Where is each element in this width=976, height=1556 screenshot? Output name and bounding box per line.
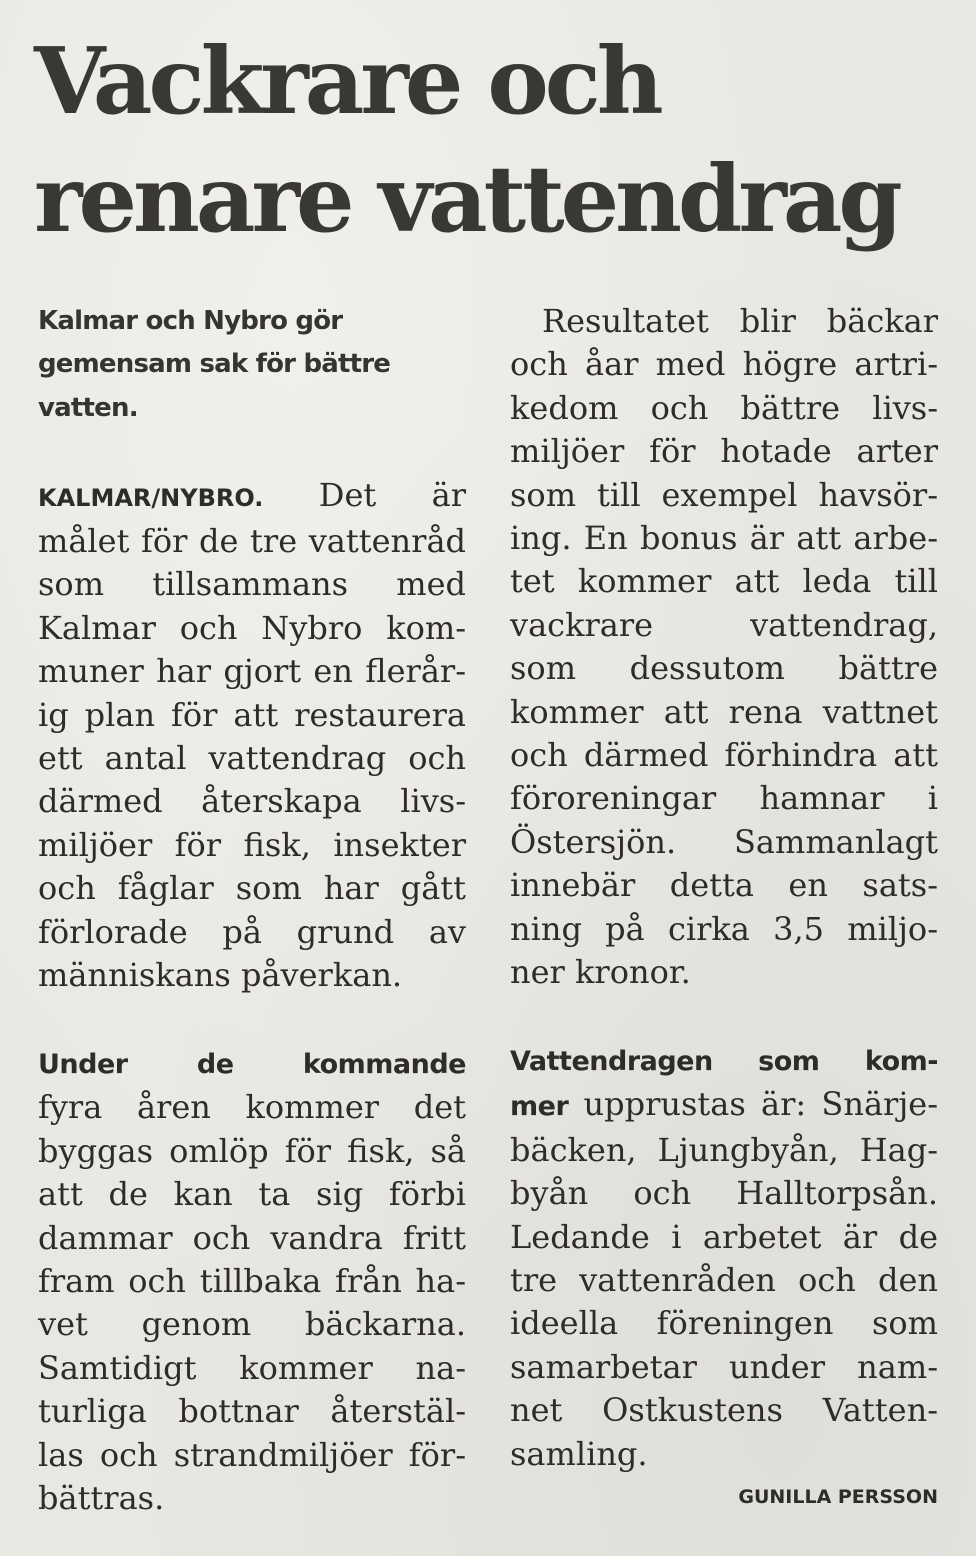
paragraph-line: miljöer för hotade arter xyxy=(510,432,938,471)
paragraph-line: ett antal vattendrag och xyxy=(38,739,466,778)
paragraph-4-first-line: upprustas är: Snärje- xyxy=(568,1085,938,1124)
ingress-line: Kalmar och Nybro gör xyxy=(38,306,343,336)
paragraph-line: net Ostkustens Vatten- xyxy=(510,1391,938,1430)
paragraph-4 xyxy=(510,1038,938,1476)
paragraph-line: och därmed förhindra att xyxy=(510,736,938,775)
paragraph-line: människans påverkan. xyxy=(38,956,403,995)
ingress xyxy=(38,300,466,430)
paragraph-line: dammar och vandra fritt xyxy=(38,1218,466,1257)
paragraph-line: målet för de tre vattenråd xyxy=(38,522,466,561)
paragraph-line xyxy=(38,474,466,520)
paragraph-line: byån och Halltorpsån. xyxy=(510,1174,938,1213)
paragraph-line: samling. xyxy=(510,1434,648,1473)
paragraph-line: ner kronor. xyxy=(510,953,691,992)
paragraph-line: som tillsammans med xyxy=(38,565,466,604)
paragraph-line: Östersjön. Sammanlagt xyxy=(510,822,938,861)
paragraph-line: innebär detta en sats- xyxy=(510,866,938,905)
paragraph-line: och åar med högre artri- xyxy=(510,345,938,384)
dateline: KALMAR/NYBRO. xyxy=(38,483,264,512)
headline-line-2: renare vattendrag xyxy=(34,145,899,253)
paragraph-line: förlorade på grund av xyxy=(38,912,466,951)
paragraph-line xyxy=(510,1083,938,1128)
paragraph-line: ideella föreningen som xyxy=(510,1304,938,1343)
paragraph-line: att de kan ta sig förbi xyxy=(38,1175,466,1214)
paragraph-line: ig plan för att restaurera xyxy=(38,695,466,734)
paragraph-line: Ledande i arbetet är de xyxy=(510,1217,938,1256)
paragraph-line: som dessutom bättre xyxy=(510,649,938,688)
byline: GUNILLA PERSSON xyxy=(738,1486,938,1508)
paragraph-4-lead-rest: mer xyxy=(510,1091,569,1123)
paragraph-4-lead: Vattendragen som kom- xyxy=(510,1045,938,1077)
paragraph-line: las och strandmiljöer för- xyxy=(38,1435,466,1474)
paragraph-3 xyxy=(510,300,938,343)
left-column xyxy=(38,300,466,1520)
paragraph-line: som till exempel havsör- xyxy=(510,475,938,514)
paragraph-2 xyxy=(38,1041,466,1520)
paragraph-line: muner har gjort en flerår- xyxy=(38,652,466,691)
paragraph-2-lead: Under de kommande xyxy=(38,1048,466,1080)
paragraph-line: och fåglar som har gått xyxy=(38,869,466,908)
paragraph-line: tre vattenråden och den xyxy=(510,1260,938,1299)
paragraph-line: därmed återskapa livs- xyxy=(38,782,466,821)
ingress-line: vatten. xyxy=(38,392,138,423)
paragraph-line: fyra åren kommer det xyxy=(38,1088,466,1127)
paragraph-1 xyxy=(38,474,466,998)
paragraph-line: Samtidigt kommer na- xyxy=(38,1348,466,1387)
paragraph-line: kommer att rena vattnet xyxy=(510,692,938,731)
paragraph-lead-line xyxy=(510,1038,938,1083)
paragraph-line: byggas omlöp för fisk, så xyxy=(38,1131,466,1170)
paragraph-line: föroreningar hamnar i xyxy=(510,779,938,818)
paragraph-line: fram och tillbaka från ha- xyxy=(38,1261,466,1300)
paragraph-line: vackrare vattendrag, xyxy=(510,605,938,644)
paragraph-line: Resultatet blir bäckar xyxy=(542,302,938,340)
headline-line-1: Vackrare och xyxy=(34,27,660,135)
right-column xyxy=(510,300,938,1476)
headline xyxy=(34,22,954,258)
paragraph-line: vet genom bäckarna. xyxy=(38,1305,466,1344)
paragraph-line: ing. En bonus är att arbe- xyxy=(510,519,938,558)
paragraph-line: miljöer för fisk, insekter xyxy=(38,825,466,864)
paragraph-line: ning på cirka 3,5 miljo- xyxy=(510,909,938,948)
paragraph-line: turliga bottnar återstäl- xyxy=(38,1392,466,1431)
paragraph-3-cont xyxy=(510,343,938,994)
paragraph-lead-line xyxy=(38,1041,466,1086)
ingress-line: gemensam sak för bättre xyxy=(38,349,391,380)
paragraph-1-first-line: Det är xyxy=(263,475,466,514)
paragraph-line: tet kommer att leda till xyxy=(510,562,938,601)
paragraph-line: Kalmar och Nybro kom- xyxy=(38,608,466,647)
paragraph-line: bäcken, Ljungbyån, Hag- xyxy=(510,1130,938,1169)
paragraph-line: samarbetar under nam- xyxy=(510,1347,938,1386)
paragraph-line: bättras. xyxy=(38,1478,165,1517)
paragraph-line: kedom och bättre livs- xyxy=(510,388,938,427)
